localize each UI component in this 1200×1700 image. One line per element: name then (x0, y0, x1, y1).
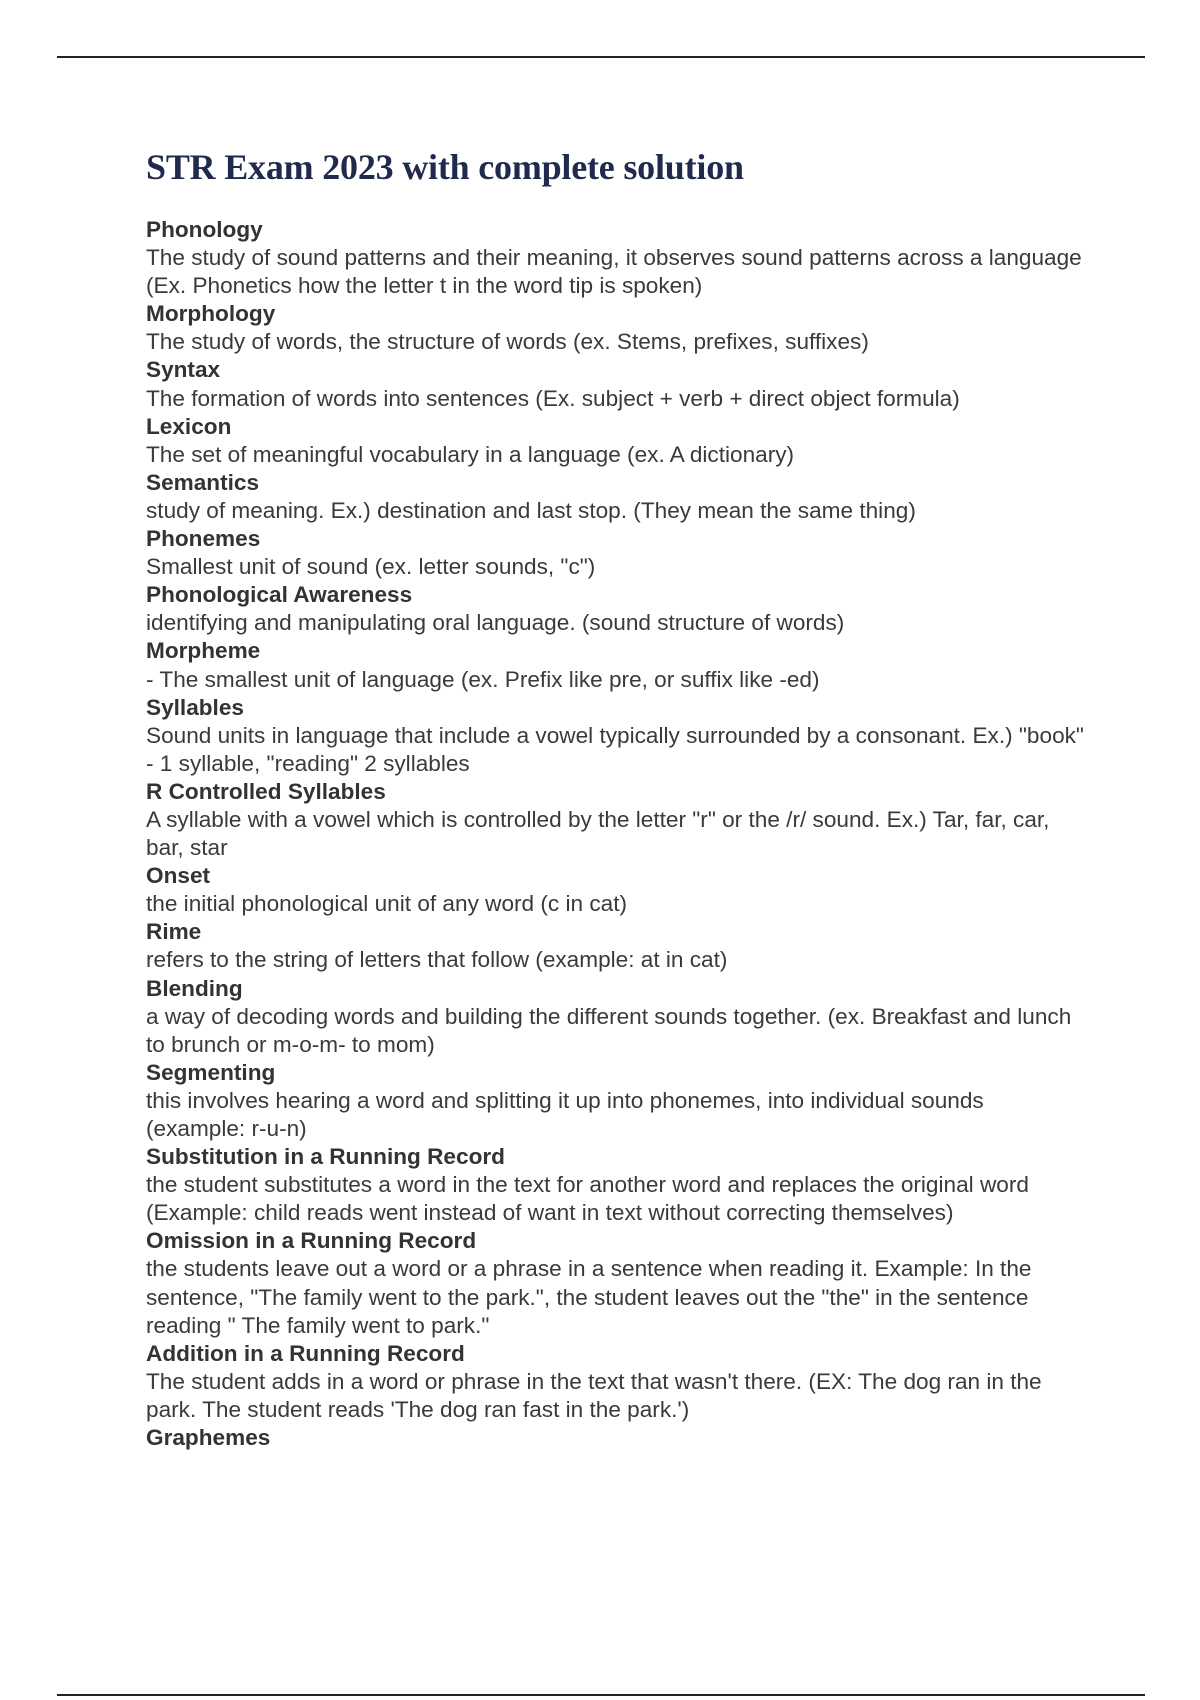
flashcard-definition: A syllable with a vowel which is controlled by the letter "r" or the /r/ sound. Ex.) Tar, far, car, bar, star (146, 806, 1050, 861)
flashcard-definition: the student substitutes a word in the text for another word and replaces the original word (Example: child reads went instead of want in text without correcting themselves) (146, 1172, 1029, 1226)
flashcard-term: Morphology (146, 301, 276, 327)
flashcard-item (146, 918, 1086, 974)
flashcard-term: Semantics (146, 469, 260, 495)
flashcard-term: Omission in a Running Record (146, 1228, 477, 1254)
flashcard-term: Segmenting (146, 1059, 276, 1085)
flashcard-definition: The set of meaningful vocabulary in a language (ex. A dictionary) (146, 441, 795, 467)
flashcard-item (146, 581, 1086, 637)
flashcard-list (146, 216, 1086, 1452)
flashcard-term: Lexicon (146, 413, 232, 439)
flashcard-definition: Smallest unit of sound (ex. letter sounds, "c") (146, 554, 596, 580)
flashcard-term: Onset (146, 863, 211, 889)
flashcard-item (146, 356, 1086, 412)
flashcard-definition: The study of sound patterns and their meaning, it observes sound patterns across a language (Ex. Phonetics how the letter t in the word tip is spoken) (146, 245, 1082, 299)
flashcard-item (146, 1424, 1086, 1452)
page-top-rule (57, 56, 1145, 58)
page-bottom-rule (57, 1694, 1145, 1696)
flashcard-term: Rime (146, 919, 202, 945)
flashcard-term: Phonological Awareness (146, 582, 413, 608)
flashcard-item (146, 778, 1086, 862)
flashcard-definition: - The smallest unit of language (ex. Prefix like pre, or suffix like -ed) (146, 666, 820, 692)
flashcard-definition: The study of words, the structure of words (ex. Stems, prefixes, suffixes) (146, 329, 869, 355)
flashcard-definition: the initial phonological unit of any word (c in cat) (146, 891, 628, 917)
flashcard-item (146, 1227, 1086, 1339)
flashcard-item (146, 862, 1086, 918)
flashcard-term: Syllables (146, 694, 244, 720)
flashcard-term: Syntax (146, 357, 221, 383)
flashcard-term: Addition in a Running Record (146, 1340, 465, 1366)
flashcard-item (146, 694, 1086, 778)
flashcard-item (146, 1059, 1086, 1143)
flashcard-term: Phonemes (146, 526, 261, 552)
flashcard-term: Blending (146, 975, 243, 1001)
flashcard-item (146, 413, 1086, 469)
flashcard-definition: refers to the string of letters that follow (example: at in cat) (146, 947, 728, 973)
document-title: STR Exam 2023 with complete solution (146, 147, 744, 187)
flashcard-definition: The student adds in a word or phrase in the text that wasn't there. (EX: The dog ran in the park. The student reads 'The dog ran fast in the park.') (146, 1368, 1042, 1422)
flashcard-term: Graphemes (146, 1425, 271, 1451)
flashcard-item (146, 469, 1086, 525)
flashcard-item (146, 300, 1086, 356)
flashcard-term: R Controlled Syllables (146, 778, 386, 804)
flashcard-definition: The formation of words into sentences (Ex. subject + verb + direct object formula) (146, 385, 960, 411)
flashcard-item (146, 525, 1086, 581)
flashcard-definition: Sound units in language that include a vowel typically surrounded by a consonant. Ex.) "book" - 1 syllable, "reading" 2 syllables (146, 722, 1084, 776)
flashcard-item (146, 975, 1086, 1059)
flashcard-definition: a way of decoding words and building the different sounds together. (ex. Breakfast and lunch to brunch or m-o-m- to mom) (146, 1003, 1072, 1057)
flashcard-item (146, 216, 1086, 300)
flashcard-definition: identifying and manipulating oral language. (sound structure of words) (146, 610, 845, 636)
flashcard-item (146, 637, 1086, 693)
flashcard-definition: this involves hearing a word and splitting it up into phonemes, into individual sounds (example: r-u-n) (146, 1087, 984, 1141)
flashcard-definition: study of meaning. Ex.) destination and last stop. (They mean the same thing) (146, 497, 916, 523)
flashcard-term: Phonology (146, 217, 263, 242)
flashcard-term: Morpheme (146, 638, 261, 664)
flashcard-term: Substitution in a Running Record (146, 1144, 505, 1170)
flashcard-item (146, 1340, 1086, 1424)
flashcard-definition: the students leave out a word or a phrase in a sentence when reading it. Example: In the sentence, "The family went to the park.", the student leaves out the "the" in the sentence reading " The family went to park." (146, 1256, 1032, 1338)
flashcard-item (146, 1143, 1086, 1227)
